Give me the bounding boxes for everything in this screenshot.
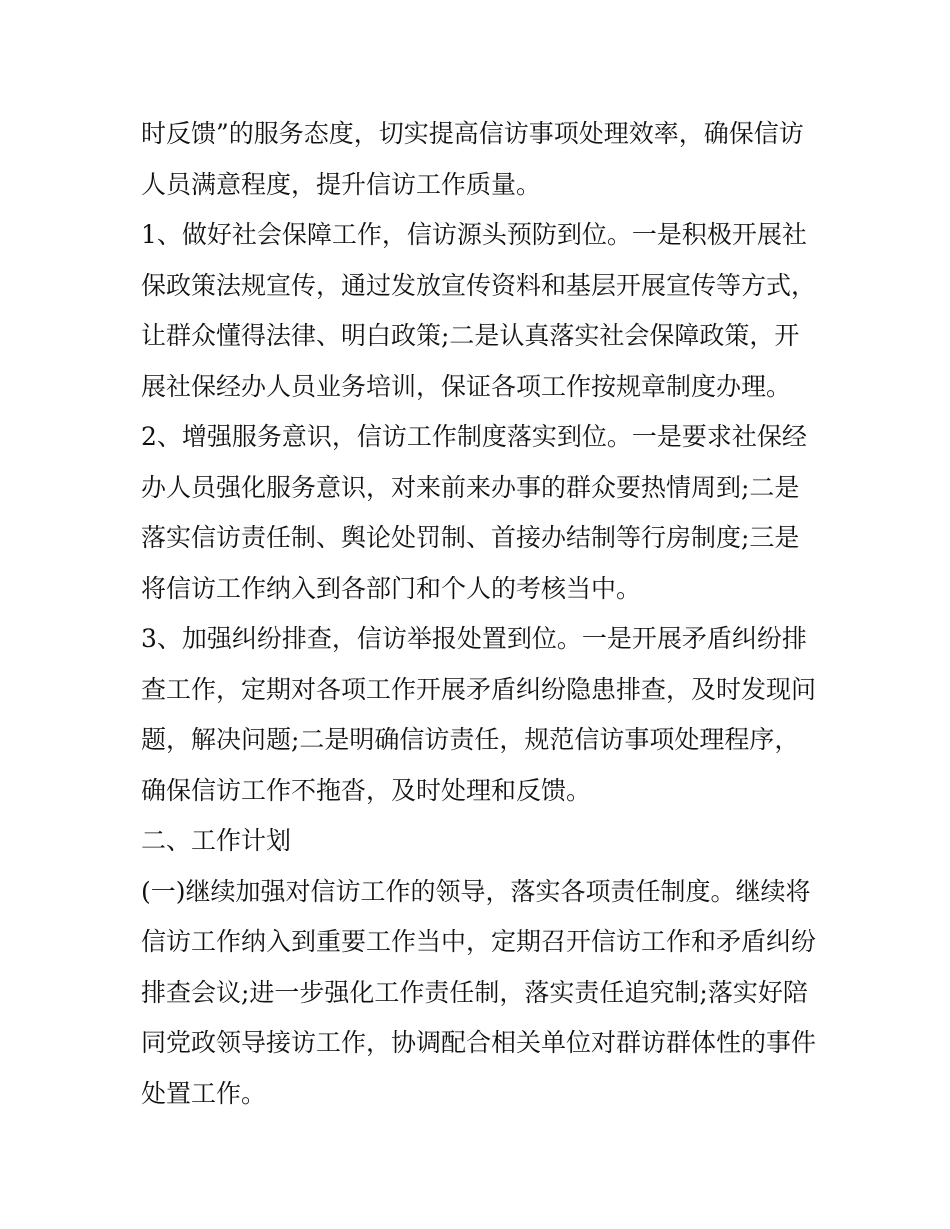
text-line-20: 处置工作。 xyxy=(141,1078,267,1108)
text-line-5: 让群众懂得法律、明白政策;二是认真落实社会保障政策，开 xyxy=(141,321,800,350)
text-line-7: 2、增强服务意识，信访工作制度落实到位。一是要求社保经 xyxy=(141,422,807,451)
document-body xyxy=(141,109,821,1119)
text-line-17: 信访工作纳入到重要工作当中，定期召开信访工作和矛盾纠纷 xyxy=(141,927,817,956)
section-heading: 二、工作计划 xyxy=(141,826,292,855)
text-line-13: 题，解决问题;二是明确信访责任，规范信访事项处理程序， xyxy=(141,725,800,754)
text-line-9: 落实信访责任制、舆论处罚制、首接办结制等行房制度;三是 xyxy=(141,523,800,552)
text-line-12: 查工作，定期对各项工作开展矛盾纠纷隐患排查，及时发现问 xyxy=(141,674,817,704)
text-line-8: 办人员强化服务意识，对来前来办事的群众要热情周到;二是 xyxy=(141,472,800,502)
text-line-18: 排查会议;进一步强化工作责任制，落实责任追究制;落实好陪 xyxy=(141,977,808,1007)
text-line-2: 人员满意程度，提升信访工作质量。 xyxy=(141,169,542,199)
text-line-11: 3、加强纠纷排查，信访举报处置到位。一是开展矛盾纠纷排 xyxy=(141,624,807,653)
text-line-1: 时反馈”的服务态度，切实提高信访事项处理效率，确保信访 xyxy=(141,119,804,148)
text-line-10: 将信访工作纳入到各部门和个人的考核当中。 xyxy=(141,573,642,603)
text-line-14: 确保信访工作不拖沓，及时处理和反馈。 xyxy=(141,775,592,805)
text-line-19: 同党政领导接访工作，协调配合相关单位对群访群体性的事件 xyxy=(141,1028,817,1057)
text-line-16: (一)继续加强对信访工作的领导，落实各项责任制度。继续将 xyxy=(141,876,811,906)
text-line-3: 1、做好社会保障工作，信访源头预防到位。一是积极开展社 xyxy=(141,220,807,249)
text-line-4: 保政策法规宣传，通过发放宣传资料和基层开展宣传等方式， xyxy=(141,270,817,300)
text-line-6: 展社保经办人员业务培训，保证各项工作按规章制度办理。 xyxy=(141,371,792,401)
